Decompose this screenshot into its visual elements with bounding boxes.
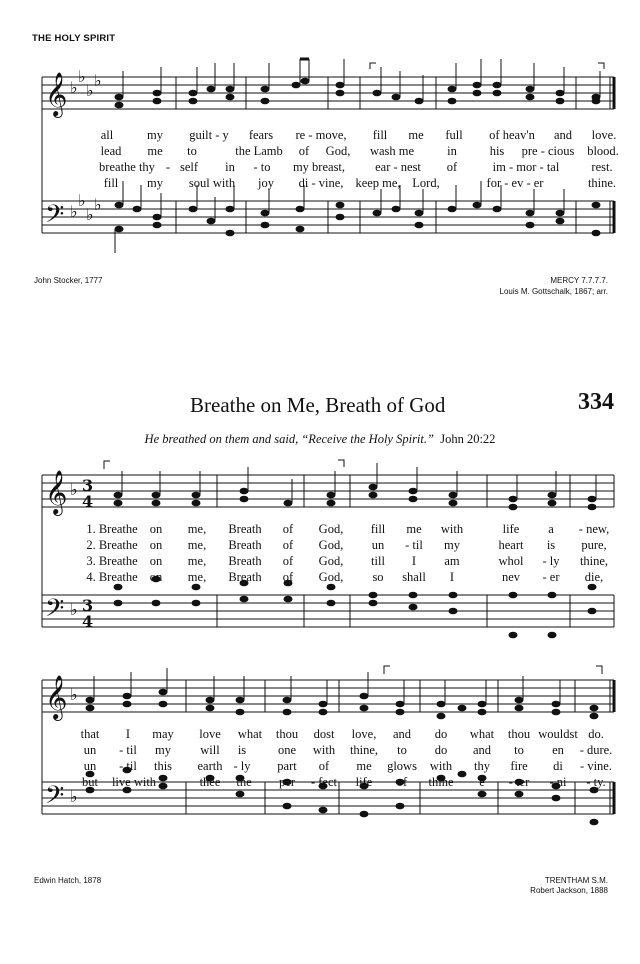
syllable: of (446, 160, 458, 174)
syllable: - to (253, 160, 271, 174)
syllable: - til (119, 743, 137, 757)
syllable: - fect (310, 775, 338, 789)
syllable: my (155, 743, 171, 757)
syllable: me (356, 759, 372, 773)
syllable: I (125, 727, 131, 741)
syllable: me, (187, 570, 207, 584)
syllable: Breath (228, 570, 262, 584)
syllable: di - vine, (298, 176, 344, 190)
syllable: - ter (508, 775, 530, 789)
syllable: shall (402, 570, 426, 584)
svg-text:♭: ♭ (70, 685, 78, 704)
syllable: may (152, 727, 174, 741)
syllable: is (237, 743, 247, 757)
text-credit: Edwin Hatch, 1878 (34, 876, 102, 885)
lyric-line (0, 570, 640, 586)
svg-text:♭: ♭ (94, 195, 102, 214)
syllable: 4. Breathe (86, 570, 138, 584)
syllable: fill (370, 522, 386, 536)
syllable: breathe thy (99, 160, 155, 174)
syllable: e (479, 775, 485, 789)
syllable: me, (187, 538, 207, 552)
lyric-line (0, 144, 640, 160)
lyric-line (0, 554, 640, 570)
syllable: God, (318, 570, 344, 584)
syllable: me (406, 522, 422, 536)
syllable: of (298, 144, 310, 158)
syllable: guilt - y (189, 128, 229, 142)
syllable: fill (372, 128, 388, 142)
svg-text:♭: ♭ (70, 202, 78, 221)
time-signature-bottom: 4 (82, 492, 94, 511)
syllable: of (282, 570, 294, 584)
syllable: this (153, 759, 173, 773)
lyric-line (0, 160, 640, 176)
syllable: 3. Breathe (86, 554, 138, 568)
svg-text:𝄢: 𝄢 (45, 781, 65, 816)
syllable: me (408, 128, 424, 142)
syllable: thine, (349, 743, 379, 757)
tune-name: MERCY 7.7.7.7. (550, 276, 608, 285)
svg-text:𝄢: 𝄢 (45, 594, 65, 629)
syllable: love. (591, 128, 617, 142)
syllable: fears (248, 128, 274, 142)
syllable: my breast, (292, 160, 346, 174)
svg-text:♭: ♭ (94, 71, 102, 90)
syllable: to (397, 743, 407, 757)
syllable: do. (588, 727, 604, 741)
syllable: pre - cious (521, 144, 575, 158)
syllable: in (447, 144, 457, 158)
syllable: thine. (587, 176, 617, 190)
syllable: thy (474, 759, 490, 773)
syllable: nev (501, 570, 521, 584)
syllable: re - move, (295, 128, 347, 142)
syllable: life (502, 522, 520, 536)
syllable: - er (542, 570, 560, 584)
syllable: 1. Breathe (86, 522, 138, 536)
syllable: is (546, 538, 556, 552)
syllable: for - ev - er (486, 176, 544, 190)
syllable: what (237, 727, 263, 741)
syllable: live with (111, 775, 157, 789)
syllable: - ly (542, 554, 560, 568)
syllable: Breath (228, 538, 262, 552)
svg-text:♭: ♭ (70, 600, 78, 619)
syllable: Breath (228, 554, 262, 568)
syllable: with (440, 522, 464, 536)
svg-text:𝄢: 𝄢 (45, 200, 65, 235)
syllable: all (100, 128, 114, 142)
syllable: 2. Breathe (86, 538, 138, 552)
syllable: keep me, (355, 176, 401, 190)
lyric-line (0, 128, 640, 144)
syllable: thine, (579, 554, 609, 568)
syllable: fill (103, 176, 119, 190)
syllable: - new, (578, 522, 610, 536)
lyric-line (0, 538, 640, 554)
syllable: Breath (228, 522, 262, 536)
svg-text:𝄞: 𝄞 (45, 470, 68, 514)
syllable: di (553, 759, 563, 773)
syllable: - ly (233, 759, 251, 773)
syllable: - til (405, 538, 423, 552)
syllable: en (552, 743, 564, 757)
lyric-line (0, 727, 640, 743)
syllable: me (147, 144, 163, 158)
syllable: of (282, 554, 294, 568)
lyric-line (0, 176, 640, 192)
svg-text:♭: ♭ (70, 787, 78, 806)
syllable: of (396, 775, 408, 789)
syllable: earth (197, 759, 223, 773)
syllable: wash me (369, 144, 415, 158)
syllable: do (434, 743, 448, 757)
hymn-title: Breathe on Me, Breath of God (190, 393, 446, 417)
syllable: to (514, 743, 524, 757)
syllable: am (444, 554, 460, 568)
syllable: I (411, 554, 417, 568)
syllable: on (149, 570, 163, 584)
syllable: thou (275, 727, 299, 741)
syllable: un (83, 743, 97, 757)
syllable: love (199, 727, 221, 741)
syllable: on (149, 554, 163, 568)
syllable: but (82, 775, 98, 789)
syllable: on (149, 538, 163, 552)
time-signature-bottom: 4 (82, 612, 94, 631)
syllable: per (279, 775, 295, 789)
syllable: joy (258, 176, 274, 190)
syllable: on (149, 522, 163, 536)
syllable: full (445, 128, 463, 142)
syllable: do (434, 727, 448, 741)
lyric-line (0, 775, 640, 791)
syllable: of (282, 538, 294, 552)
syllable: and (472, 743, 492, 757)
syllable: the Lamb (235, 144, 283, 158)
syllable: - til (119, 759, 137, 773)
syllable: my (147, 128, 163, 142)
syllable: thine (428, 775, 454, 789)
syllable: in (225, 160, 235, 174)
tune-name: TRENTHAM S.M. (544, 876, 608, 885)
syllable: of (282, 522, 294, 536)
syllable: God, (325, 144, 351, 158)
syllable: my (444, 538, 460, 552)
syllable: life (355, 775, 373, 789)
syllable: the (236, 775, 252, 789)
tune-credit: Louis M. Gottschalk, 1867; arr. (499, 287, 608, 296)
syllable: part (277, 759, 297, 773)
svg-text:♭: ♭ (70, 78, 78, 97)
syllable: my (147, 176, 163, 190)
syllable: glows (387, 759, 417, 773)
syllable: God, (318, 522, 344, 536)
syllable: whol (498, 554, 524, 568)
syllable: wouldst (538, 727, 578, 741)
syllable: rest. (591, 160, 613, 174)
syllable: that (80, 727, 100, 741)
syllable: Lord, (412, 176, 440, 190)
svg-text:𝄞: 𝄞 (45, 675, 68, 719)
syllable: one (277, 743, 297, 757)
syllable: un (371, 538, 385, 552)
syllable: soul with (188, 176, 236, 190)
syllable: - ni (549, 775, 567, 789)
syllable: - (165, 160, 171, 174)
syllable: what (469, 727, 495, 741)
syllable: thee (199, 775, 221, 789)
syllable: thou (507, 727, 531, 741)
syllable: of (318, 759, 330, 773)
syllable: lead (100, 144, 122, 158)
syllable: self (179, 160, 199, 174)
svg-text:♭: ♭ (78, 191, 86, 210)
syllable: heart (498, 538, 524, 552)
syllable: God, (318, 554, 344, 568)
hymn-number: 334 (578, 389, 614, 415)
lyric-line (0, 759, 640, 775)
svg-text:♭: ♭ (86, 81, 94, 100)
svg-text:♭: ♭ (70, 480, 78, 499)
syllable: dost (313, 727, 335, 741)
syllable: a (548, 522, 554, 536)
time-signature-top: 3 (82, 476, 94, 495)
syllable: and (392, 727, 412, 741)
syllable: me, (187, 522, 207, 536)
syllable: me, (187, 554, 207, 568)
time-signature-top: 3 (82, 596, 94, 615)
syllable: fire (510, 759, 528, 773)
svg-text:♭: ♭ (86, 205, 94, 224)
tune-credit: Robert Jackson, 1888 (530, 886, 608, 895)
svg-text:♭: ♭ (78, 67, 86, 86)
syllable: - dure. (579, 743, 613, 757)
syllable: his (489, 144, 505, 158)
syllable: to (187, 144, 197, 158)
syllable: with (429, 759, 453, 773)
epigraph (0, 432, 640, 447)
epigraph-reference: John 20:22 (440, 432, 496, 446)
svg-text:𝄞: 𝄞 (45, 72, 68, 116)
syllable: so (372, 570, 384, 584)
syllable: will (200, 743, 220, 757)
syllable: till (371, 554, 385, 568)
section-header: THE HOLY SPIRIT (32, 33, 116, 44)
syllable: love, (351, 727, 377, 741)
epigraph-text: He breathed on them and said, “Receive the Holy Spirit.” (144, 432, 434, 446)
lyric-line (0, 522, 640, 538)
lyric-line (0, 743, 640, 759)
syllable: die, (584, 570, 604, 584)
syllable: and (553, 128, 573, 142)
text-credit: John Stocker, 1777 (34, 276, 103, 285)
syllable: I (449, 570, 455, 584)
syllable: ear - nest (375, 160, 421, 174)
syllable: blood. (587, 144, 619, 158)
syllable: un (83, 759, 97, 773)
syllable: pure, (581, 538, 607, 552)
syllable: with (312, 743, 336, 757)
syllable: God, (318, 538, 344, 552)
syllable: - vine. (580, 759, 612, 773)
syllable: im - mor - tal (492, 160, 560, 174)
syllable: - ty. (586, 775, 606, 789)
syllable: of heav'n (489, 128, 535, 142)
